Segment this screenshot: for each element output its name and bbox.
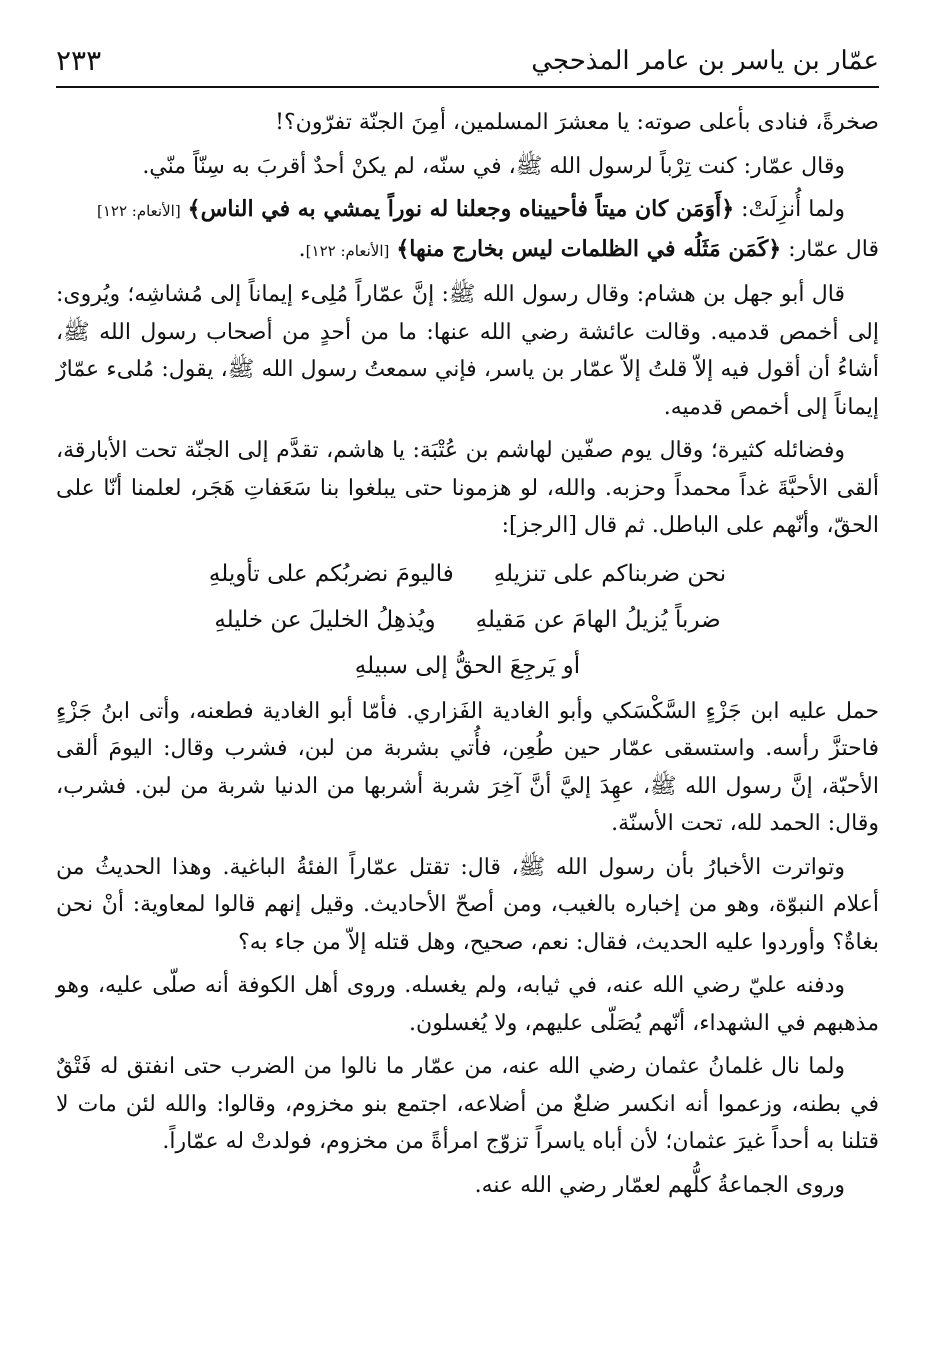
running-title: عمّار بن ياسر بن عامر المذحجي xyxy=(531,46,879,76)
page-number: ٢٣٣ xyxy=(56,44,102,77)
paragraph-5: وفضائله كثيرة؛ وقال يوم صفّين لهاشم بن عُتْبَة: يا هاشم، تقدَّم إلى الجنّة تحت الأبارقة، ألقى الأحبَّةَ غداً محمداً وحزبه. والله، لو هزمونا حتى يبلغوا بنا سَعَفاتِ هَجَر، لعلمنا أنّا على الحقّ، وأنّهم على الباطل. ثم قال [الرجز]: xyxy=(56,438,879,538)
paragraph-6: حمل عليه ابن جَزْءٍ السَّكْسَكي وأبو الغادية الفَزاري. فأمّا أبو الغادية فطعنه، وأتى ابنُ جَزْءٍ فاحتزَّ رأسه. واستسقى عمّار حين طُعِن، فأُتي بشربة من لبن، فشرب وقال: اليومَ ألقى الأحبّة، إنَّ رسول الله ﷺ، عهِدَ إليَّ أنَّ آخِرَ شربة أشربها من الدنيا شربة من لبن. فشرب، وقال: الحمد لله، تحت الأسنّة. xyxy=(56,698,879,836)
poem-hemistich-2a: ضرباً يُزيلُ الهامَ عن مَقيلهِ xyxy=(475,606,721,633)
paragraph-8: ودفنه عليّ رضي الله عنه، في ثيابه، ولم يغسله. وروى أهل الكوفة أنه صلّى عليه، وهو مذهبهم في الشهداء، أنّهم يُصَلّى عليهم، ولا يُغسلون. xyxy=(56,973,879,1036)
quran-verse-2: ﴿كَمَن مَثَلُه في الظلمات ليس بخارج منها﴾ xyxy=(396,235,782,262)
poem-verse-1 xyxy=(56,551,879,597)
paragraph-9: ولما نال غلمانُ عثمان رضي الله عنه، من عمّار ما نالوا من الضرب حتى انفتق له فَتْقٌ في بطنه، وزعموا أنه انكسر ضلعٌ من أضلاعه، اجتمع بنو مخزوم، وقالوا: والله لئن مات لا قتلنا به أحداً غيرَ عثمان؛ لأن أباه ياسراً تزوّج امرأةً من مخزوم، فولدتْ له عمّاراً. xyxy=(56,1054,879,1154)
paragraph-2: وقال عمّار: كنت تِرْباً لرسول الله ﷺ، في سنّه، لم يكنْ أحدٌ أقربَ به سِنّاً منّي. xyxy=(142,153,845,179)
paragraph-10: وروى الجماعةُ كلُّهم لعمّار رضي الله عنه. xyxy=(474,1172,845,1198)
paragraph-4: قال أبو جهل بن هشام: وقال رسول الله ﷺ: إنَّ عمّاراً مُلِىء إيماناً إلى مُشاشِه؛ ويُروى: إلى أخمص قدميه. وقالت عائشة رضي الله عنها: ما من أحدٍ من أصحاب رسول الله ﷺ، أشاءُ أن أقول فيه إلاّ قلتُ إلاّ عمّار بن ياسر، فإني سمعتُ رسول الله ﷺ، يقول: مُلىء عمّارٌ إيماناً إلى أخمص قدميه. xyxy=(56,282,879,420)
quran-intro-2: قال عمّار: xyxy=(788,236,879,262)
quran-intro: ولما أُنزِلَتْ: xyxy=(741,197,845,222)
paragraph-7: وتواترت الأخبارُ بأن رسول الله ﷺ، قال: تقتل عمّاراً الفئةُ الباغية. وهذا الحديثُ من أعلام النبوّة، وهو من إخباره بالغيب، ومن أصحّ الأحاديث. وقيل إنهم قالوا لمعاوية: أنْ نحن بغاةٌ؟ وأوردوا عليه الحديث، فقال: نعم، صحيح، وهل قتله إلاّ من جاء به؟ xyxy=(56,854,879,955)
paragraph-3 xyxy=(56,191,879,270)
poem-hemistich-2b: ويُذهِلُ الخليلَ عن خليلهِ xyxy=(214,606,436,633)
page-header xyxy=(56,36,879,88)
poem-hemistich-1a: نحن ضربناكم على تنزيلهِ xyxy=(493,560,727,587)
page-body xyxy=(56,104,879,1210)
poem-hemistich-1b: فاليومَ نضربُكم على تأويلهِ xyxy=(208,560,454,587)
paragraph-1: صخرةً، فنادى بأعلى صوته: يا معشرَ المسلمين، أمِنَ الجنّة تفرّون؟! xyxy=(275,110,879,135)
quran-verse: ﴿أَوَمَن كان ميتاً فأحييناه وجعلنا له نوراً يمشي به في الناس﴾ xyxy=(187,196,735,222)
quran-reference-2: [الأنعام: ١٢٢] xyxy=(305,241,390,260)
sentence-end: . xyxy=(298,236,306,262)
poem-verse-2 xyxy=(56,597,879,643)
quran-reference: [الأنعام: ١٢٢] xyxy=(96,202,181,220)
poem-verse-3: أو يَرجِعَ الحقُّ إلى سبيلهِ xyxy=(354,652,581,679)
